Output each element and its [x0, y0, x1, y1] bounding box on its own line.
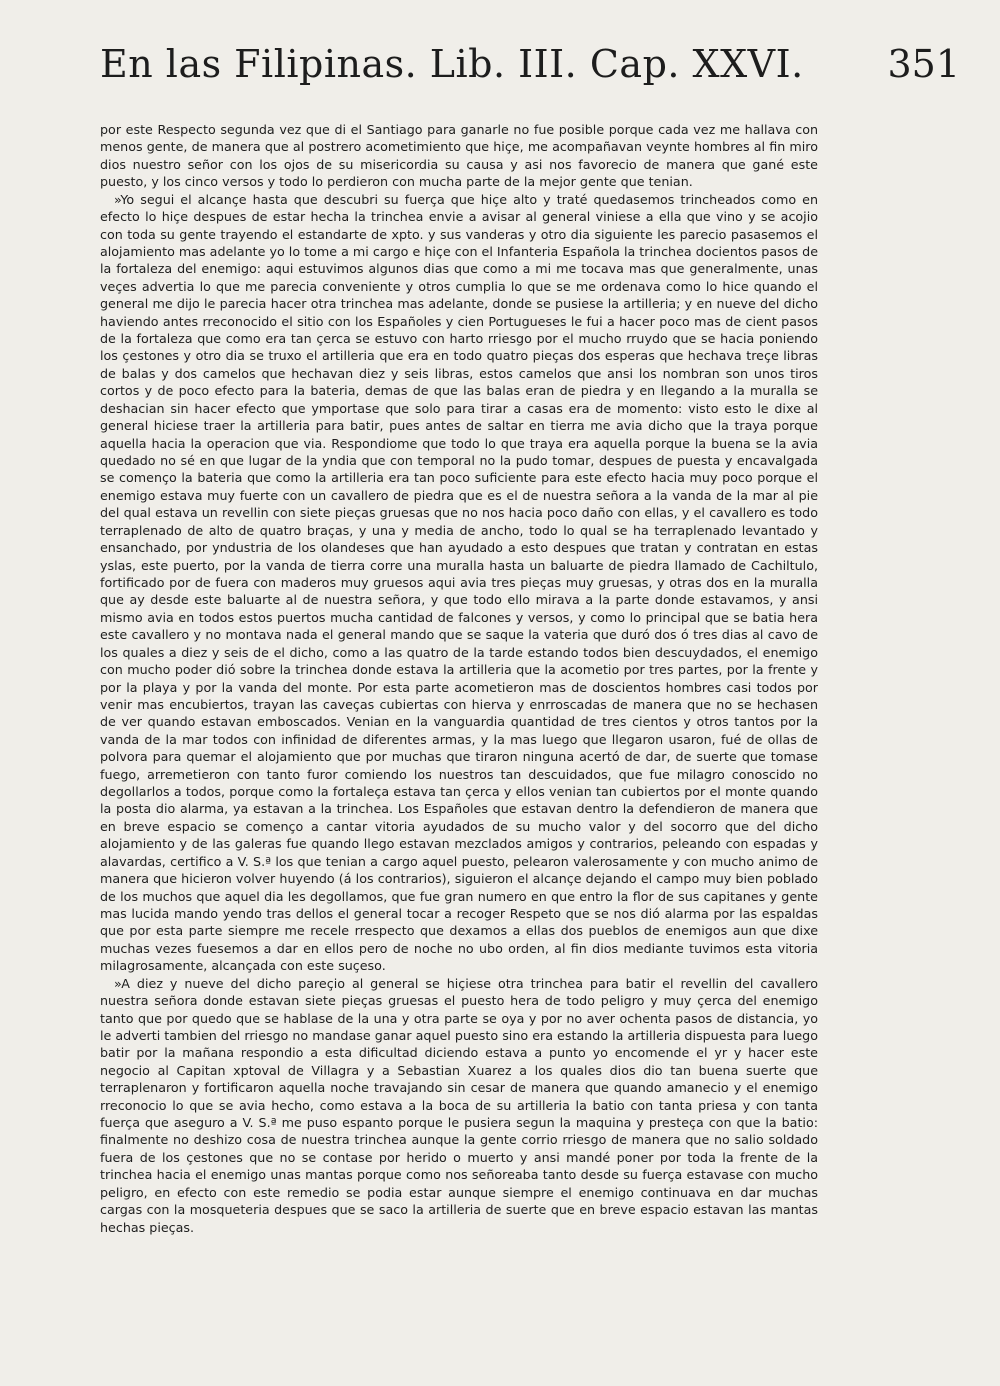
paragraph-continued: por este Respecto segunda vez que di el Santiago para ganarle no fue posible porque cada vez me hallava con menos gente, de manera que al postrero acometimiento que hiçe, me acompañavan veynte hombres al fin miro dios nuestro señor con los ojos de su misericordia su causa y asi nos favorecio de manera que gané este puesto, y los cinco versos y todo lo perdieron con mucha parte de la mejor gente que tenian. — [100, 122, 818, 190]
page-number: 351 — [887, 42, 960, 86]
paragraph: »A diez y nueve del dicho pareçio al general se hiçiese otra trinchea para batir el revellin del cavallero nuestra señora donde estavan siete pieças gruesas el puesto hera de todo peligro y muy çerca del enemigo tanto que por quedo que se hablase de la una y otra parte se oya y por no aver ochenta pasos de distancia, yo le adverti tambien del rriesgo no mandase ganar aquel puesto sino era estando la artilleria dispuesta para luego batir por la mañana respondio a esta dificultad diciendo estava a punto yo encomende el yr y hacer este negocio al Capitan xptoval de Villagra y a Sebastian Xuarez a los quales dios dio tan buena suerte que terraplenaron y fortificaron aquella noche travajando sin cesar de manera que quando amanecio y el enemigo rreconocio lo que se avia hecho, como estava a la boca de su artilleria la batio con tanta priesa y con tanta fuerça que aseguro a V. S.ª me puso espanto porque le pusiera segun la maquina y presteça con que la batio: finalmente no deshizo cosa de nuestra trinchea aunque la gente corrio rriesgo de manera que no salio soldado fuera de los çestones que no se contase por herido o muerto y ansi mandé poner por toda la frente de la trinchea hacia el enemigo unas mantas porque como nos señoreaba tanto desde su fuerça estavase con mucho peligro, en efecto con este remedio se podia estar aunque siempre el enemigo continuava en dar muchas cargas con la mosqueteria despues que se saco la artilleria de suerte que en breve espacio estavan las mantas hechas pieças. — [100, 975, 818, 1235]
paragraph: »Yo segui el alcançe hasta que descubri su fuerça que hiçe alto y traté quedasemos trincheados como en efecto lo hiçe despues de estar hecha la trinchea envie a avisar al general viniese a ella que vino y se acojio con toda su gente trayendo el estandarte de xpto. y sus vanderas y otro dia siguiente les parecio pasasemos el alojamiento mas adelante yo lo tome a mi cargo e hiçe con el Infanteria Española la trinchea docientos pasos de la fortaleza del enemigo: aqui estuvimos algunos dias que como a mi me tocava mas que generalmente, unas veçes advertia lo que me parecia conveniente y otros cumplia lo que se me ordenava como lo hice quando el general me dijo le parecia hacer otra trinchea mas adelante, donde se pusiese la artilleria; y en nueve del dicho haviendo antes rreconocido el sitio con los Españoles y cien Portugueses le fui a hacer poco mas de cient pasos de la fortaleza que como era tan çerca se estuvo con harto rriesgo por el mucho rruydo que se hacia poniendo los çestones y otro dia se truxo el artilleria que era en todo quatro pieças dos esperas que hechava treçe libras de balas y dos camelos que hechavan diez y seis libras, estos camelos que ansi los nombran son unos tiros cortos y de poco efecto para la bateria, demas de que las balas eran de piedra y en llegando a la muralla se deshacian sin hacer efecto que ymportase que solo para tirar a casas era de momento: visto esto le dixe al general hiciese traer la artilleria para batir, pues antes de saltar en tierra me avia dicho que la traya porque aquella hacia la operacion que via. Respondiome que todo lo que traya era aquella porque la buena se la avia quedado no sé en que lugar de la yndia que con temporal no la pudo tomar, despues de puesta y encavalgada se començo la bateria que como la artilleria era tan poco suficiente para este efecto hacia muy poco porque el enemigo estava muy fuerte con un cavallero de piedra que es el de nuestra señora a la vanda de la mar al pie del qual estava un revellin con siete pieças gruesas que no nos hacia poco daño con ellas, y el cavallero es todo terraplenado de alto de quatro braças, y una y media de ancho, todo lo qual se ha terraplenado levantado y ensanchado, por yndustria de los olandeses que han ayudado a esto despues que tratan y contratan en estas yslas, este puerto, por la vanda de tierra corre una muralla hasta un baluarte de piedra llamado de Cachiltulo, fortificado por de fuera con maderos muy gruesos aqui avia tres pieças muy gruesas, y otras dos en la muralla que ay desde este baluarte al de nuestra señora, y que todo ello mirava a la parte donde estavamos, y ansi mismo avia en todos estos puertos mucha cantidad de falcones y versos, y como lo principal que se batia hera este cavallero y no montava nada el general mando que se saque la vateria que duró dos ó tres dias al cavo de los quales a diez y seis de el dicho, como a las quatro de la tarde estando todos bien descuydados, el enemigo con mucho poder dió sobre la trinchea donde estava la artilleria que la acometio por tres partes, por la frente y por la playa y por la vanda del monte. Por esta parte acometieron mas de doscientos hombres casi todos por venir mas encubiertos, trayan las caveças cubiertas con hierva y enrroscadas de manera que no se hechasen de ver quando estavan emboscados. Venian en la vanguardia quantidad de tres cientos y otros tantos por la vanda de la mar todos con infinidad de diferentes armas, y la mas luego que llegaron usaron, fué de ollas de polvora para quemar el alojamiento que por muchas que tiraron ninguna acertó de dar, de suerte que tomase fuego, arremetieron con tanto furor comiendo los nuestros tan descuidados, que fue milagro conoscido no degollarlos a todos, porque como la fortaleça estava tan çerca y ellos venian tan cubiertos por el monte quando la posta dio alarma, ya estavan a la trinchea. Los Españoles que estavan dentro la defendieron de manera que en breve espacio se començo a cantar vitoria ayudados de su mucho valor y del socorro que del dicho alojamiento y de las galeras fue quando llego estavan mezclados amigos y contrarios, peleando con espadas y alavardas, certifico a V. S.ª los que tenian a cargo aquel puesto, pelearon valerosamente y con mucho animo de manera que hicieron volver huyendo (á los contrarios), siguieron el alcançe dejando el campo muy bien poblado de los muchos que aquel dia les degollamos, que fue gran numero en que entro la flor de sus capitanes y gente mas lucida mando yendo tras dellos el general tocar a recoger Respeto que se nos dió alarma por las espaldas que por esta parte siempre me recele rrespecto que dexamos a ellas dos pueblos de enemigos aun que dixe muchas vezes fuesemos a dar en ellos pero de noche no ubo orden, al fin dios mediante tuvimos esta vitoria milagrosamente, alcançada con este suçeso. — [100, 191, 818, 974]
running-title: En las Filipinas. Lib. III. Cap. XXVI. — [100, 42, 804, 86]
body-text — [100, 121, 818, 1236]
page-header — [100, 42, 960, 112]
